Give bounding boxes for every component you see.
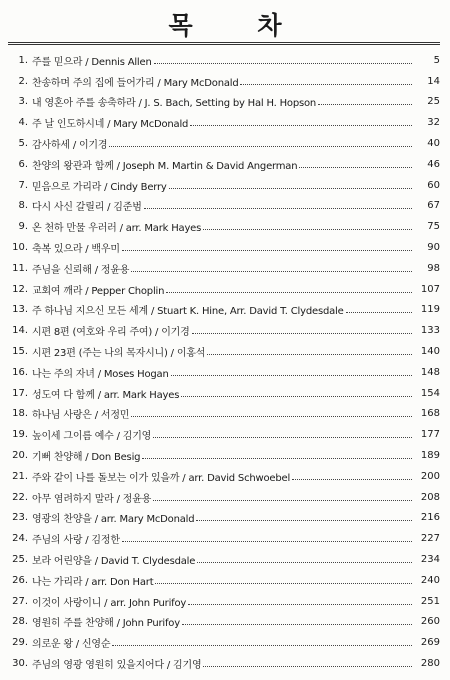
entry-number: 17. [12,387,28,399]
entry-title: 찬송하며 주의 집에 들어가리 / Mary McDonald [32,77,239,89]
dot-leader [181,396,412,397]
dot-leader [171,375,412,376]
toc-entry [8,404,440,425]
entry-number: 2. [18,75,28,87]
toc-entry [8,383,440,404]
dot-leader [109,146,412,147]
entry-page-number: 234 [420,554,440,566]
entry-title: 이것이 사랑이니 / arr. John Purifoy [32,597,187,609]
dot-leader [196,520,412,521]
dot-leader [169,188,412,189]
dot-leader [182,624,412,625]
entry-number: 16. [12,366,28,378]
entry-number: 5. [18,138,28,150]
entry-number: 1. [18,54,28,66]
toc-entry [8,653,440,674]
entry-title: 내 영혼아 주를 송축하라 / J. S. Bach, Setting by Hal H. Hopson [32,98,317,110]
entry-title: 감사하세 / 이기경 [32,140,108,152]
entry-title: 성도여 다 함께 / arr. Mark Hayes [32,389,180,401]
entry-number: 13. [12,304,28,316]
entry-number: 10. [12,242,28,254]
entry-number: 29. [12,637,28,649]
entry-title: 축복 있으라 / 백우미 [32,244,120,256]
entry-page-number: 14 [427,75,440,87]
dot-leader [299,167,412,168]
entry-page-number: 90 [427,242,440,254]
entry-number: 15. [12,346,28,358]
entry-page-number: 189 [420,450,440,462]
entry-page-number: 60 [427,179,440,191]
entry-title: 시편 23편 (주는 나의 목자시니) / 이홍석 [32,348,206,360]
toc-entry [8,237,440,258]
dot-leader [188,604,412,605]
entry-title: 나는 가리라 / arr. Don Hart [32,576,154,588]
entry-page-number: 32 [427,117,440,129]
entry-number: 30. [12,658,28,669]
page-title: 목 차 [168,11,310,40]
entry-page-number: 208 [420,491,440,503]
entry-title: 영광의 찬양을 / arr. Mary McDonald [32,514,195,526]
entry-title: 주 하나님 지으신 모든 세계 / Stuart K. Hine, Arr. David T. Clydesdale [32,306,344,318]
toc-entry [8,487,440,508]
dot-leader [203,229,412,230]
entry-page-number: 67 [427,200,440,212]
entry-page-number: 251 [420,595,440,607]
toc-entry [8,216,440,237]
entry-title: 주를 믿으라 / Dennis Allen [32,56,152,68]
toc-entry [8,549,440,570]
entry-title: 나는 주의 자녀 / Moses Hogan [32,368,169,380]
entry-page-number: 168 [420,408,440,420]
toc-entry [8,362,440,383]
toc-entry [8,71,440,92]
entry-page-number: 280 [420,658,440,669]
dot-leader [190,125,412,126]
entry-title: 주님을 신뢰해 / 정윤용 [32,264,130,276]
entry-title: 영원히 주를 찬양해 / John Purifoy [32,618,180,630]
toc-entry [8,258,440,279]
entry-title: 주 날 인도하시네 / Mary McDonald [32,119,189,131]
toc-entry [8,175,440,196]
entry-number: 12. [12,283,28,295]
entry-title: 온 천하 만물 우러러 / arr. Mark Hayes [32,223,202,235]
toc-entry [8,300,440,321]
entry-title: 찬양의 왕관과 함께 / Joseph M. Martin & David Angerman [32,160,298,172]
entry-title: 높이세 그이름 예수 / 김기영 [32,431,152,443]
entry-number: 11. [12,262,28,274]
dot-leader [131,271,412,272]
toc-entry [8,154,440,175]
entry-number: 19. [12,429,28,441]
entry-page-number: 216 [420,512,440,524]
dot-leader [203,666,412,667]
entry-number: 24. [12,533,28,545]
entry-number: 21. [12,470,28,482]
entry-page-number: 200 [420,470,440,482]
toc-entry [8,424,440,445]
dot-leader [207,354,412,355]
entry-number: 4. [18,117,28,129]
entry-number: 28. [12,616,28,628]
toc-entry [8,112,440,133]
entry-number: 23. [12,512,28,524]
toc-entry [8,320,440,341]
dot-leader [144,208,412,209]
toc-entry [8,196,440,217]
dot-leader [142,458,412,459]
dot-leader [192,333,412,334]
entry-number: 9. [18,221,28,233]
entry-page-number: 25 [427,96,440,108]
dot-leader [240,84,412,85]
entry-number: 27. [12,595,28,607]
dot-leader [153,437,412,438]
entry-title: 다시 사신 갈릴리 / 김준범 [32,202,142,214]
toc-list [8,50,440,674]
dot-leader [346,312,412,313]
dot-leader [318,104,412,105]
toc-entry [8,279,440,300]
entry-page-number: 5 [433,54,440,66]
toc-entry [8,50,440,71]
entry-page-number: 46 [427,158,440,170]
entry-number: 20. [12,450,28,462]
entry-number: 22. [12,491,28,503]
entry-page-number: 40 [427,138,440,150]
toc-entry [8,341,440,362]
title-rule-top [8,42,440,43]
toc-entry [8,466,440,487]
entry-number: 18. [12,408,28,420]
entry-title: 주와 같이 나를 돌보는 이가 있을까 / arr. David Schwoebel [32,472,291,484]
toc-entry [8,632,440,653]
entry-title: 보라 어린양을 / David T. Clydesdale [32,556,196,568]
toc-entry [8,92,440,113]
dot-leader [122,250,412,251]
dot-leader [122,541,412,542]
entry-page-number: 227 [420,533,440,545]
toc-entry [8,528,440,549]
entry-page-number: 133 [420,325,440,337]
entry-number: 26. [12,574,28,586]
entry-page-number: 98 [427,262,440,274]
toc-entry [8,570,440,591]
entry-title: 의로운 왕 / 신영순 [32,639,111,651]
dot-leader [131,416,412,417]
entry-title: 주님의 사랑 / 김정한 [32,535,120,547]
entry-title: 아무 염려하지 말라 / 정윤용 [32,493,152,505]
entry-number: 14. [12,325,28,337]
entry-page-number: 75 [427,221,440,233]
entry-page-number: 260 [420,616,440,628]
entry-number: 8. [18,200,28,212]
dot-leader [292,479,412,480]
entry-title: 시편 8편 (여호와 우리 주여) / 이기경 [32,327,190,339]
dot-leader [166,292,412,293]
entry-title: 교회여 깨라 / Pepper Choplin [32,285,165,297]
entry-number: 6. [18,158,28,170]
dot-leader [155,583,412,584]
entry-title: 하나님 사랑은 / 서정민 [32,410,130,422]
entry-title: 기뻐 찬양해 / Don Besig [32,452,141,464]
entry-title: 주님의 영광 영원히 있을지어다 / 김기영 [32,660,202,671]
entry-page-number: 140 [420,346,440,358]
dot-leader [112,645,412,646]
toc-entry [8,445,440,466]
entry-page-number: 177 [420,429,440,441]
entry-page-number: 119 [420,304,440,316]
dot-leader [197,562,412,563]
toc-entry [8,508,440,529]
entry-number: 7. [18,179,28,191]
entry-page-number: 148 [420,366,440,378]
entry-page-number: 269 [420,637,440,649]
toc-entry [8,591,440,612]
entry-page-number: 154 [420,387,440,399]
title-rule-bottom [8,44,440,45]
dot-leader [154,63,412,64]
dot-leader [153,500,412,501]
entry-number: 25. [12,554,28,566]
entry-title: 믿음으로 가리라 / Cindy Berry [32,181,167,193]
toc-entry [8,612,440,633]
entry-page-number: 107 [420,283,440,295]
entry-number: 3. [18,96,28,108]
entry-page-number: 240 [420,574,440,586]
toc-entry [8,133,440,154]
